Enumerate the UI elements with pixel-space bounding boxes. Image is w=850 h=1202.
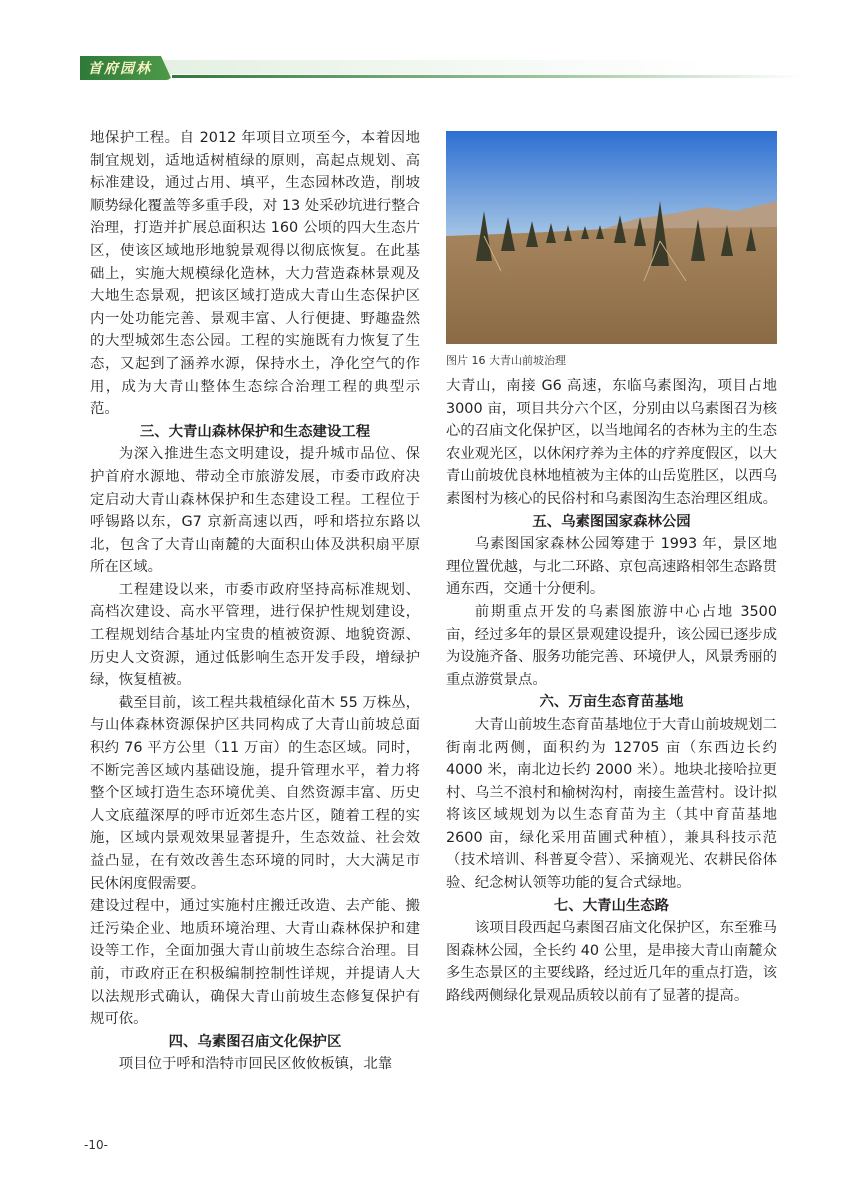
paragraph: 大青山，南接 G6 高速，东临乌素图沟，项目占地 3000 亩，项目共分六个区，分别由以乌素图召为核心的召庙文化保护区，以当地闻名的杏林为主的生态农业观光区，以休闲疗养为主体的疗养度假区，以大青山前坡优良林地植被为主体的山岳览胜区，以西乌素图村为核心的民俗村和乌素图沟生态治理区组成。 bbox=[446, 378, 777, 507]
section-heading: 七、大青山生态路 bbox=[553, 897, 670, 914]
paragraph: 工程建设以来，市委市政府坚持高标准规划、高档次建设、高水平管理，进行保护性规划建设，工程规划结合基址内宝贵的植被资源、地貌资源、历史人文资源，通过低影响生态开发手段，增绿护绿，恢复植被。 bbox=[90, 581, 420, 689]
paragraph: 地保护工程。自 2012 年项目立项至今，本着因地制宜规划，适地适树植绿的原则，高起点规划、高标准建设，通过占用、填平，生态园林改造，削坡顺势绿化覆盖等多重手段，对 13 处采砂坑进行整合治理，打造并扩展总面积达 160 公顷的四大生态片区，使该区域地形地貌景观得以彻底恢复。在此基础上，实施大规模绿化造林，大力营造森林景观及大地生态景观，把该区域打造成大青山生态保护区内一处功能完善、景观丰富、人行便捷、野趣盎然的大型城郊生态公园。工程的实施既有力恢复了生态，又起到了涵养水源，保持水土，净化空气的作用，成为大青山整体生态综合治理工程的典型示范。 bbox=[90, 130, 420, 418]
page-number: -10- bbox=[84, 1138, 108, 1152]
header-band bbox=[160, 60, 850, 74]
section-heading: 四、乌素图召庙文化保护区 bbox=[168, 1033, 342, 1050]
paragraph: 建设过程中，通过实施村庄搬迁改造、去产能、搬迁污染企业、地质环境治理、大青山森林保护和建设等工作，全面加强大青山前坡生态综合治理。目前，市政府正在积极编制控制性详规，并提请人大以法规形式确认，确保大青山前坡生态修复保护有规可依。 bbox=[90, 898, 420, 1028]
paragraph: 为深入推进生态文明建设，提升城市品位、保护首府水源地、带动全市旅游发展，市委市政府决定启动大青山森林保护和生态建设工程。工程位于呼锡路以东，G7 京新高速以西，呼和塔拉东路以北，包含了大青山南麓的大面积山体及洪积扇平原所在区域。 bbox=[90, 446, 420, 576]
photo-caption: 图片 16 大青山前坡治理 bbox=[446, 354, 566, 367]
paragraph: 前期重点开发的乌素图旅游中心占地 3500 亩，经过多年的景区景观建设提升，该公园已逐步成为设施齐备、服务功能完善、环境伊人，风景秀丽的重点游赏景点。 bbox=[446, 603, 777, 688]
paragraph: 乌素图国家森林公园筹建于 1993 年，景区地理位置优越，与北二环路、京包高速路相邻生态路贯通东西，交通十分便利。 bbox=[446, 536, 777, 598]
paragraph: 项目位于呼和浩特市回民区攸攸板镇，北靠 bbox=[118, 1056, 393, 1073]
section-heading: 五、乌素图国家森林公园 bbox=[532, 513, 691, 530]
header-rule bbox=[172, 75, 802, 78]
landscape-photo bbox=[446, 131, 777, 344]
section-heading: 六、万亩生态育苗基地 bbox=[539, 694, 684, 711]
paragraph: 大青山前坡生态育苗基地位于大青山前坡规划二街南北两侧，面积约为 12705 亩（东西边长约 4000 米，南北边长约 2000 米）。地块北接哈拉更村、乌兰不浪村和榆树沟村，南接生盖营村。设计拟将该区域规划为以生态育苗为主（其中育苗基地 2600 亩，绿化采用苗圃式种植），兼具科技示范（技术培训、科普夏令营）、采摘观光、农耕民俗体验、纪念树认领等功能的复合式绿地。 bbox=[446, 716, 778, 892]
left-column bbox=[90, 127, 420, 1076]
magazine-title: 首府园林 bbox=[88, 61, 152, 77]
paragraph: 截至目前，该工程共栽植绿化苗木 55 万株丛，与山体森林资源保护区共同构成了大青山前坡总面积约 76 平方公里（11 万亩）的生态区域。同时，不断完善区域内基础设施，提升管理水平，着力将整个区域打造生态环境优美、自然资源丰富、历史人文底蕴深厚的呼市近郊生态片区，随着工程的实施，区域内景观效果显著提升，生态效益、社会效益凸显，在有效改善生态环境的同时，大大满足市民休闲度假需要。 bbox=[90, 694, 420, 892]
right-column bbox=[446, 375, 777, 1008]
section-heading: 三、大青山森林保护和生态建设工程 bbox=[139, 423, 371, 440]
paragraph: 该项目段西起乌素图召庙文化保护区，东至雅马图森林公园，全长约 40 公里，是串接大青山南麓众多生态景区的主要线路，经过近几年的重点打造，该路线两侧绿化景观品质较以前有了显著的提高。 bbox=[446, 920, 778, 1005]
